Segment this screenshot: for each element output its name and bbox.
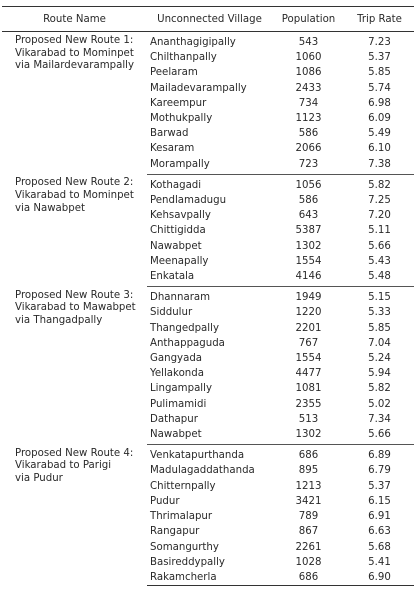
header-row xyxy=(2,7,414,32)
trip-rate-cell: 5.66 xyxy=(368,240,391,252)
village-cell: Barwad xyxy=(150,128,189,140)
population-cell: 1213 xyxy=(295,480,322,492)
route-name-line: Vikarabad to Mawabpet xyxy=(15,302,136,314)
population-cell: 1028 xyxy=(295,556,322,568)
trip-rate-cell: 5.02 xyxy=(368,398,391,410)
trip-rate-cell: 5.37 xyxy=(368,52,391,64)
route-name-line: Vikarabad to Mominpet xyxy=(15,189,134,201)
village-cell: Anthappaguda xyxy=(150,337,225,349)
trip-rate-cell: 5.41 xyxy=(368,556,391,568)
village-cell: Venkatapurthanda xyxy=(150,450,245,462)
trip-rate-cell: 7.34 xyxy=(368,413,391,425)
population-cell: 2433 xyxy=(295,82,322,94)
route-name-line: via Pudur xyxy=(15,472,63,484)
trip-rate-cell: 6.89 xyxy=(368,450,391,462)
header-unconnected-village: Unconnected Village xyxy=(147,7,272,32)
village-cell: Mailadevarampally xyxy=(150,82,247,94)
village-cell: Thangedpally xyxy=(150,322,219,334)
population-cell: 1086 xyxy=(295,67,322,79)
header-trip-rate: Trip Rate xyxy=(345,7,414,32)
trip-rate-cell: 6.63 xyxy=(368,526,391,538)
population-cell: 895 xyxy=(298,465,319,477)
village-cell: Thrimalapur xyxy=(150,511,213,523)
table-header xyxy=(2,7,414,32)
village-cell: Kothagadi xyxy=(150,179,202,191)
trip-rate-cell: 5.24 xyxy=(368,353,391,365)
trip-rate-cell: 7.20 xyxy=(368,210,391,222)
village-cell: Rakamcherla xyxy=(147,570,272,586)
route-name-line: Proposed New Route 2: xyxy=(15,177,134,189)
route-name-line: Proposed New Route 1: xyxy=(15,35,134,46)
village-cell: Nawabpet xyxy=(150,240,202,252)
village-cell: Chitternpally xyxy=(150,480,216,492)
trip-rate-cell: 7.23 xyxy=(368,37,391,48)
village-cell: Rangapur xyxy=(150,526,200,538)
trip-rate-cell: 5.74 xyxy=(368,82,391,94)
route-name-line: Proposed New Route 3: xyxy=(15,289,134,301)
table-row xyxy=(2,32,414,51)
trip-rate-cell: 6.09 xyxy=(368,113,391,125)
population-cell: 734 xyxy=(298,97,319,109)
population-cell: 1554 xyxy=(295,353,322,365)
village-cell: Morampally xyxy=(147,157,272,175)
route-name-cell xyxy=(2,174,147,286)
population-cell: 767 xyxy=(298,337,319,349)
route-table xyxy=(2,6,414,586)
village-cell: Peelaram xyxy=(150,67,198,79)
population-cell: 1060 xyxy=(295,52,322,64)
village-cell: Chittigidda xyxy=(150,225,206,237)
population-cell: 789 xyxy=(298,511,319,523)
table-row xyxy=(2,174,414,193)
trip-rate-cell: 5.48 xyxy=(345,269,414,287)
population-cell: 643 xyxy=(298,210,319,222)
trip-rate-cell: 6.10 xyxy=(368,143,391,155)
population-cell: 586 xyxy=(298,195,319,207)
route-name-line: Proposed New Route 4: xyxy=(15,447,134,459)
village-cell: Kesaram xyxy=(150,143,195,155)
population-cell: 2201 xyxy=(295,322,322,334)
trip-rate-cell: 5.85 xyxy=(368,322,391,334)
population-cell: 1554 xyxy=(295,255,322,267)
village-cell: Enkatala xyxy=(147,269,272,287)
village-cell: Siddulur xyxy=(150,307,193,319)
trip-rate-cell: 5.11 xyxy=(368,225,391,237)
population-cell: 2261 xyxy=(295,541,322,553)
population-cell: 1302 xyxy=(295,240,322,252)
trip-rate-cell: 5.82 xyxy=(368,383,391,395)
table-row xyxy=(2,287,414,306)
route-name-line: Vikarabad to Parigi xyxy=(15,460,112,472)
trip-rate-cell: 5.85 xyxy=(368,67,391,79)
trip-rate-cell: 5.68 xyxy=(368,541,391,553)
village-cell: Chilthanpally xyxy=(150,52,217,64)
village-cell: Lingampally xyxy=(150,383,212,395)
trip-rate-cell: 5.15 xyxy=(368,292,391,304)
trip-rate-cell: 5.33 xyxy=(368,307,391,319)
population-cell: 1123 xyxy=(295,113,322,125)
header-route-name: Route Name xyxy=(2,7,147,32)
village-cell: Basireddypally xyxy=(150,556,225,568)
route-name-line: via Thangadpally xyxy=(15,314,103,326)
trip-rate-cell: 5.82 xyxy=(368,179,391,191)
trip-rate-cell: 6.91 xyxy=(368,511,391,523)
route-name-line: via Mailardevarampally xyxy=(15,60,135,72)
village-cell: Dathapur xyxy=(150,413,198,425)
population-cell: 867 xyxy=(298,526,319,538)
trip-rate-cell: 7.04 xyxy=(368,337,391,349)
village-cell: Kehsavpally xyxy=(150,210,211,222)
trip-rate-cell: 5.94 xyxy=(368,368,391,380)
population-cell: 4477 xyxy=(295,368,322,380)
trip-rate-cell: 6.79 xyxy=(368,465,391,477)
trip-rate-cell: 7.25 xyxy=(368,195,391,207)
village-cell: Kareempur xyxy=(150,97,207,109)
village-cell: Pulimamidi xyxy=(150,398,207,410)
route-name-cell xyxy=(2,445,147,586)
trip-rate-cell: 5.43 xyxy=(368,255,391,267)
trip-rate-cell: 6.90 xyxy=(345,570,414,586)
population-cell: 2066 xyxy=(295,143,322,155)
route-name-line: via Nawabpet xyxy=(15,202,85,214)
population-cell: 1056 xyxy=(295,179,322,191)
village-cell: Pudur xyxy=(150,495,180,507)
population-cell: 686 xyxy=(272,570,345,586)
village-cell: Yellakonda xyxy=(150,368,204,380)
population-cell: 1220 xyxy=(295,307,322,319)
population-cell: 686 xyxy=(298,450,319,462)
trip-rate-cell: 6.98 xyxy=(368,97,391,109)
header-population: Population xyxy=(272,7,345,32)
table-row xyxy=(2,445,414,464)
village-cell: Somangurthy xyxy=(150,541,219,553)
village-cell: Pendlamadugu xyxy=(150,195,227,207)
village-cell: Meenapally xyxy=(150,255,209,267)
village-cell: Madulagaddathanda xyxy=(150,465,255,477)
village-cell: Gangyada xyxy=(150,353,203,365)
population-cell: 586 xyxy=(298,128,319,140)
table-body xyxy=(2,32,414,586)
village-cell: Mothukpally xyxy=(150,113,213,125)
route-name-cell xyxy=(2,287,147,445)
village-cell: Nawabpet xyxy=(147,427,272,445)
trip-rate-cell: 6.15 xyxy=(368,495,391,507)
population-cell: 723 xyxy=(272,157,345,175)
route-name-line: Vikarabad to Mominpet xyxy=(15,47,134,59)
population-cell: 3421 xyxy=(295,495,322,507)
route-name-cell xyxy=(2,32,147,175)
trip-rate-cell: 7.38 xyxy=(345,157,414,175)
trip-rate-cell: 5.66 xyxy=(345,427,414,445)
population-cell: 5387 xyxy=(295,225,322,237)
population-cell: 2355 xyxy=(295,398,322,410)
trip-rate-cell: 5.49 xyxy=(368,128,391,140)
population-cell: 543 xyxy=(298,37,319,48)
population-cell: 4146 xyxy=(272,269,345,287)
population-cell: 1949 xyxy=(295,292,322,304)
population-cell: 1081 xyxy=(295,383,322,395)
trip-rate-cell: 5.37 xyxy=(368,480,391,492)
population-cell: 1302 xyxy=(272,427,345,445)
village-cell: Dhannaram xyxy=(150,292,211,304)
village-cell: Ananthagigipally xyxy=(150,37,236,48)
population-cell: 513 xyxy=(298,413,319,425)
